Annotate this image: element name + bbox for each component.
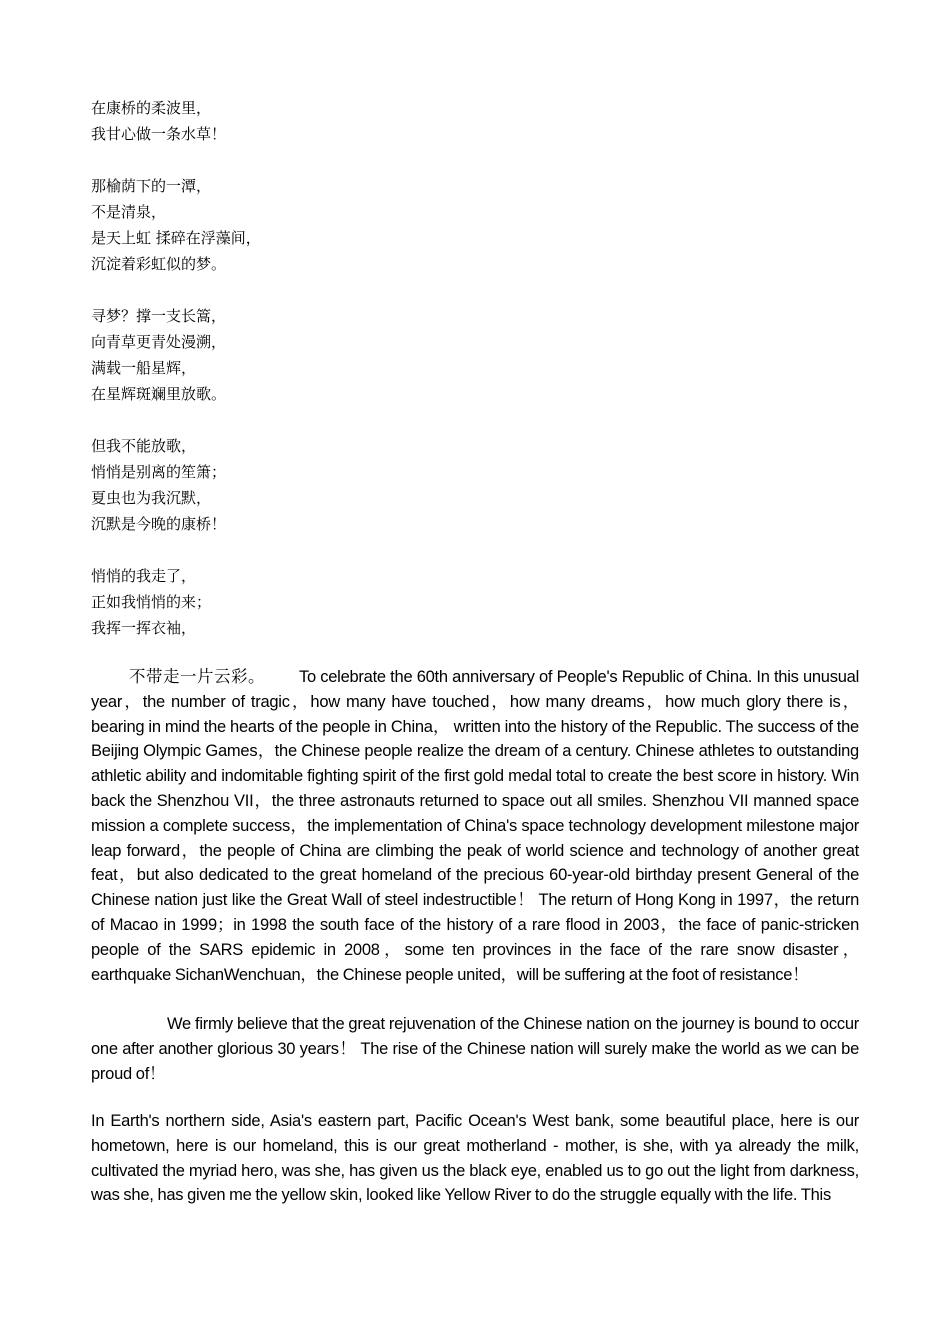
poem-line: 在康桥的柔波里， [91,99,212,117]
poem-line: 沉默是今晚的康桥！ [91,515,227,533]
poem-line: 我甘心做一条水草！ [91,125,227,143]
poem-line: 寻梦？撑一支长篙， [91,307,227,325]
paragraph-motherland-text: In Earth's northern side, Asia's eastern part, Pacific Ocean's West bank, some beautiful place, here is our hometown, here is our homeland, this is our great motherland - mother, is she, with ya already the milk, cultivated the myriad hero, was she, has given us the black eye, enabled us to go out the light from darkness, was she, has given me the yellow skin, looked like Yellow River to do the struggle equally with the life. This [91,1112,859,1205]
poem-line: 向青草更青处漫溯， [91,333,227,351]
poem-line: 在星辉斑斓里放歌。 [91,385,227,403]
poem-line: 正如我悄悄的来； [91,593,212,611]
poem-line: 满载一船星辉， [91,359,197,377]
paragraph-motherland [91,1109,859,1208]
paragraph-rejuvenation [91,1012,859,1086]
poem-line: 但我不能放歌， [91,437,197,455]
paragraph-anniversary [91,665,859,987]
poem-stanza [91,303,491,407]
poem-final-line: 不带走一片云彩。 [129,667,265,686]
poem-line: 那榆荫下的一潭， [91,177,212,195]
poem-line: 是天上虹 揉碎在浮藻间， [91,229,261,247]
paragraph-rejuvenation-text: We firmly believe that the great rejuvenation of the Chinese nation on the journey is bound to occur one after another glorious 30 years！ The rise of the Chinese nation will surely make the world as we can be proud of！ [91,1015,859,1083]
poem-line: 悄悄是别离的笙箫； [91,463,227,481]
poem-line: 夏虫也为我沉默， [91,489,212,507]
poem-stanza [91,563,491,641]
poem-line: 我挥一挥衣袖， [91,619,197,637]
poem-stanza [91,173,491,277]
poem-stanza [91,95,491,147]
poem-line: 不是清泉， [91,203,167,221]
poem [91,95,491,641]
paragraph-anniversary-text: To celebrate the 60th anniversary of People's Republic of China. In this unusual year，the number of tragic，how many have touched，how many dreams，how much glory there is， bearing in mind the hearts of the people in China， written into the history of the Republic. The success of the Beijing Olympic Games，the Chinese people realize the dream of a century. Chinese athletes to outstanding athletic ability and indomitable fighting spirit of the first gold medal total to create the best score in history. Win back the Shenzhou VII，the three astronauts returned to space out all smiles. Shenzhou VII manned space mission a complete success，the implementation of China's space technology development milestone major leap forward，the people of China are climbing the peak of world science and technology of another great feat，but also dedicated to the great homeland of the precious 60-year-old birthday present General of the Chinese nation just like the Great Wall of steel indestructible！ The return of Hong Kong in 1997，the return of Macao in 1999；in 1998 the south face of the history of a rare flood in 2003，the face of panic-stricken people of the SARS epidemic in 2008，some ten provinces in the face of the rare snow disaster， earthquake SichanWenchuan，the Chinese people united，will be suffering at the foot of resistance！ [91,668,859,984]
poem-stanza [91,433,491,537]
poem-line: 悄悄的我走了， [91,567,197,585]
poem-line: 沉淀着彩虹似的梦。 [91,255,227,273]
